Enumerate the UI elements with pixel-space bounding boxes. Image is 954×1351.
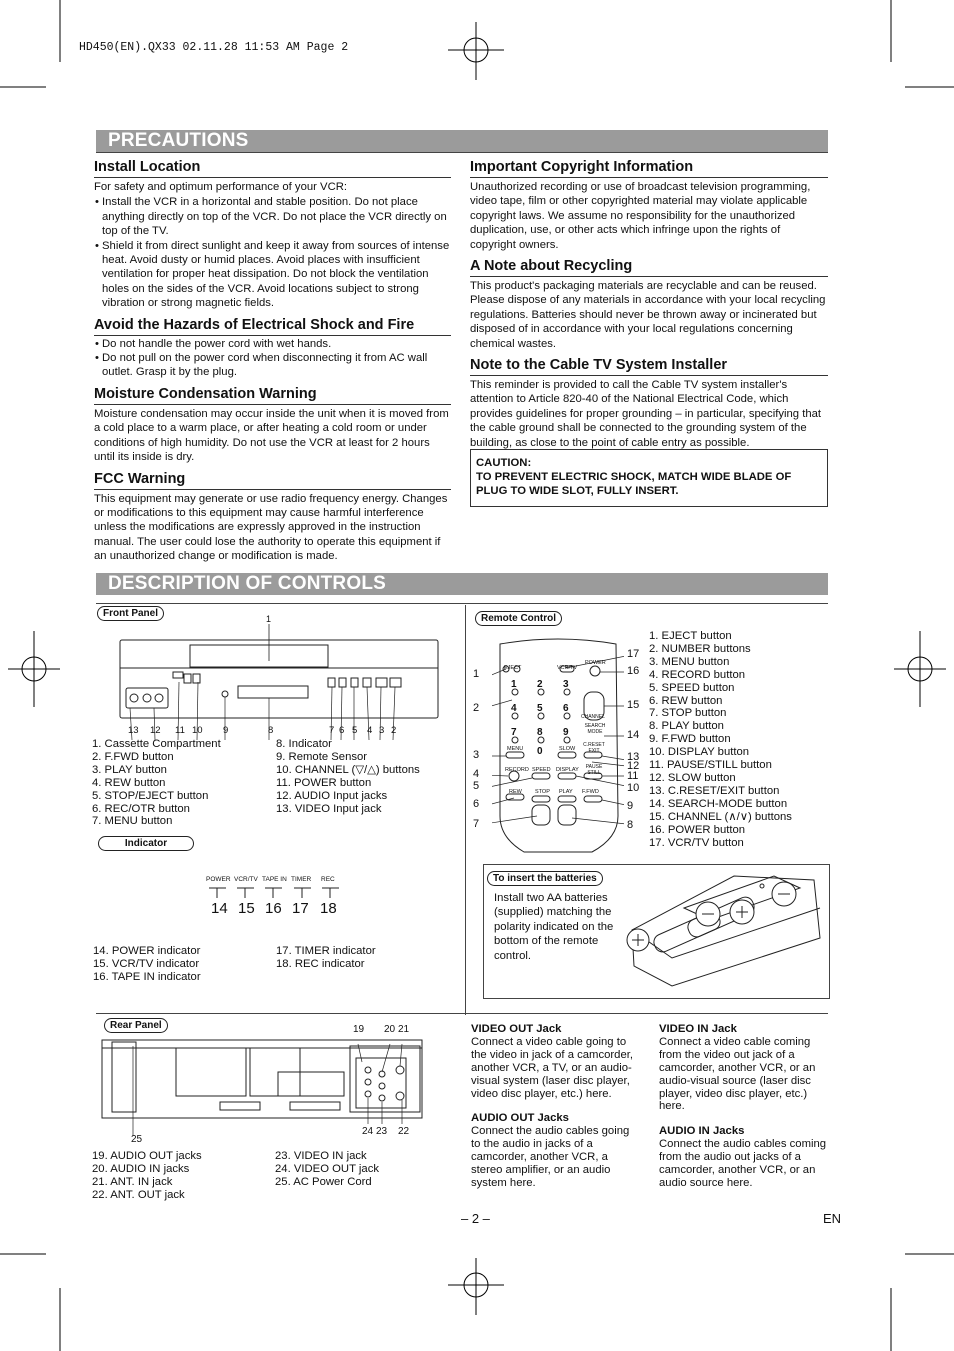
list-item: 9. F.FWD button — [649, 733, 731, 746]
list-item: 8. Indicator — [276, 738, 332, 750]
list-item: 10. CHANNEL (▽/△) buttons — [276, 763, 420, 776]
indicator-number: 14 — [211, 900, 228, 917]
remote-control-label: Remote Control — [475, 611, 562, 626]
video-in-description — [659, 1023, 829, 1113]
callout-label: 12 — [627, 760, 640, 772]
remote-digit: 2 — [537, 679, 543, 690]
list-item: 20. AUDIO IN jacks — [92, 1162, 190, 1175]
video-out-text: Connect a video cable going to the video in jack of a camcorder, another VCR, a TV, or an audio-visual system (laser disc player, video disc player, etc.) here. — [471, 1035, 634, 1100]
callout-label: 14 — [627, 729, 640, 741]
list-item: 23. VIDEO IN jack — [275, 1150, 367, 1162]
callout-label: 22 — [398, 1126, 410, 1137]
remote-key-label: EJECT — [504, 665, 522, 671]
indicator-number: 17 — [292, 900, 309, 917]
shock-bullet-1: • Do not handle the power cord with wet hands. — [94, 337, 451, 351]
remote-digit: 3 — [563, 679, 569, 690]
audio-in-text: Connect the audio cables coming from the audio out jacks of a camcorder, another VCR, or an audio source here. — [659, 1138, 827, 1189]
indicator-number: 16 — [265, 900, 282, 917]
list-item: 2. NUMBER buttons — [649, 642, 751, 655]
callout-label: 4 — [473, 768, 480, 780]
install-location-heading: Install Location — [94, 159, 451, 178]
remote-key-label: SPEED — [532, 767, 551, 773]
list-item: 4. REW button — [92, 776, 166, 789]
cable-heading: Note to the Cable TV System Installer — [470, 357, 828, 376]
remote-digit: 5 — [537, 703, 543, 714]
callout-label: 15 — [627, 699, 640, 711]
precautions-right-column — [470, 159, 828, 456]
list-item: 17. VCR/TV button — [649, 836, 744, 849]
callout-label: 2 — [473, 702, 480, 714]
video-in-title: VIDEO IN Jack — [659, 1023, 737, 1035]
indicator-diagram — [206, 876, 346, 926]
recycling-heading: A Note about Recycling — [470, 258, 828, 277]
remote-digit: 1 — [511, 679, 517, 690]
callout-label: 1 — [266, 614, 272, 624]
callout-label: 19 — [353, 1024, 365, 1035]
caution-text: TO PREVENT ELECTRIC SHOCK, MATCH WIDE BLADE OF PLUG TO WIDE SLOT, FULLY INSERT. — [476, 471, 792, 497]
batteries-label: To insert the batteries — [487, 871, 603, 886]
rear-panel-callouts — [100, 1022, 426, 1146]
list-item: 16. TAPE IN indicator — [93, 970, 201, 983]
caution-title: CAUTION: — [476, 457, 532, 469]
list-item: 14. SEARCH-MODE button — [649, 797, 788, 810]
batteries-text: Install two AA batteries (supplied) matching the polarity indicated on the bottom of the remote control. — [494, 892, 614, 962]
shock-section — [94, 317, 451, 380]
callout-label: 23 — [376, 1126, 388, 1137]
shock-heading: Avoid the Hazards of Electrical Shock and Fire — [94, 317, 451, 336]
remote-key-label: PAUSE STILL — [585, 764, 603, 776]
list-item: 3. MENU button — [649, 655, 730, 668]
remote-key-label: REW — [509, 789, 522, 795]
front-panel-list-right — [276, 738, 420, 815]
audio-out-title: AUDIO OUT Jacks — [471, 1112, 569, 1125]
install-location-section — [94, 159, 451, 311]
indicator-list-left — [93, 945, 201, 984]
jack-descriptions-right — [659, 1023, 829, 1202]
page-number: – 2 – — [461, 1211, 490, 1226]
list-item: 1. EJECT button — [649, 630, 732, 642]
cable-section — [470, 357, 828, 450]
indicator-label: Indicator — [98, 836, 194, 851]
indicator-name: TIMER — [291, 876, 312, 883]
list-item: 19. AUDIO OUT jacks — [92, 1150, 202, 1162]
callout-label: 3 — [379, 725, 385, 736]
caution-box — [470, 449, 828, 507]
callout-label: 24 — [362, 1126, 374, 1137]
front-panel-label: Front Panel — [97, 606, 164, 621]
callout-label: 9 — [627, 800, 634, 812]
remote-key-label: C.RESET EXIT — [583, 742, 605, 754]
indicator-lamps-icon — [206, 885, 346, 899]
indicator-name: VCR/TV — [234, 876, 258, 883]
cable-text: This reminder is provided to call the Cable TV system installer's attention to Article 820-40 of the National Electrical Code, which provides guidelines for proper grounding – in particular, specifying that the cable ground shall be connected to the grounding system of the building, as close to the point of cable entry as possible. — [470, 379, 822, 449]
divider — [465, 605, 466, 1015]
divider — [96, 603, 828, 604]
fcc-text: This equipment may generate or use radio frequency energy. Changes or modifications to this equipment may cause harmful interference unless the modifications are expressly approved in the instruction manual. The user could lose the authority to operate this equipment if an unauthorized change or modification is made. — [94, 492, 448, 563]
remote-digit: 7 — [511, 727, 517, 738]
list-item: 21. ANT. IN jack — [92, 1175, 173, 1188]
callout-label: 1 — [473, 668, 480, 680]
remote-key-label: PLAY — [559, 789, 573, 795]
remote-key-label: RECORD — [505, 767, 529, 773]
front-panel-callouts — [128, 724, 418, 736]
print-slug: HD450(EN).QX33 02.11.28 11:53 AM Page 2 — [79, 41, 349, 54]
rear-panel-label: Rear Panel — [104, 1018, 168, 1033]
callout-label: 8 — [627, 819, 634, 831]
list-item: 6. REC/OTR button — [92, 802, 190, 815]
front-panel-diagram — [118, 612, 442, 740]
remote-key-labels — [492, 638, 624, 860]
remote-digit: 9 — [563, 727, 569, 738]
remote-key-label: SLOW — [559, 746, 576, 752]
remote-digit: 8 — [537, 727, 543, 738]
install-bullet-2: • Shield it from direct sunlight and keep it away from sources of intense heat. Avoid dusty or humid places. Avoid places with insufficient ventilation for proper heat dissipation. Do not block the ventilation holes on the sides of the VCR. Avoid locations subject to strong vibration or strong magnetic fields. — [94, 239, 451, 311]
rear-panel-list-right — [275, 1150, 379, 1189]
list-item: 13. C.RESET/EXIT button — [649, 784, 780, 797]
indicator-name: REC — [321, 876, 335, 883]
callout-label: 7 — [329, 725, 335, 736]
callout-label: 20 — [384, 1024, 396, 1035]
remote-digit: 6 — [563, 703, 569, 714]
remote-digit: 4 — [511, 703, 517, 714]
list-item: 15. CHANNEL (∧/∨) buttons — [649, 810, 792, 823]
callout-label: 17 — [627, 648, 640, 660]
moisture-section — [94, 386, 451, 465]
recycling-text: This product's packaging materials are recyclable and can be reused. Please dispose of any materials in accordance with your local recycling regulations. Batteries should never be thrown away or incinerated but disposed of in accordance with your local regulations concerning chemical wastes. — [470, 280, 826, 350]
controls-title: DESCRIPTION OF CONTROLS — [96, 573, 828, 595]
copyright-text: Unauthorized recording or use of broadcast television programming, video tape, film or other copyrighted material may violate applicable copyright laws. We assume no responsibility for the unauthorized duplication, use, or other acts which infringe upon the rights of copyright owners. — [470, 181, 811, 251]
remote-key-label: POWER — [585, 660, 606, 666]
callout-label: 8 — [268, 725, 274, 736]
callout-label: 10 — [627, 782, 640, 794]
callout-label: 21 — [398, 1024, 410, 1035]
list-item: 16. POWER button — [649, 823, 746, 836]
callout-label: 11 — [627, 770, 639, 782]
audio-out-description — [471, 1112, 641, 1189]
remote-key-label: MENU — [507, 746, 524, 752]
list-item: 17. TIMER indicator — [276, 945, 376, 957]
audio-out-text: Connect the audio cables going to the audio in jacks of a camcorder, another VCR, a stereo amplifier, or an audio system here. — [471, 1125, 630, 1189]
list-item: 12. AUDIO Input jacks — [276, 789, 388, 802]
precautions-title: PRECAUTIONS — [96, 130, 828, 152]
list-item: 5. SPEED button — [649, 681, 735, 694]
callout-label: 9 — [223, 725, 229, 736]
list-item: 4. RECORD button — [649, 668, 746, 681]
list-item: 1. Cassette Compartment — [92, 738, 221, 750]
video-out-title: VIDEO OUT Jack — [471, 1023, 562, 1035]
list-item: 13. VIDEO Input jack — [276, 802, 382, 815]
audio-in-title: AUDIO IN Jacks — [659, 1125, 745, 1138]
callout-label: 4 — [367, 725, 373, 736]
copyright-heading: Important Copyright Information — [470, 159, 828, 178]
list-item: 15. VCR/TV indicator — [93, 957, 200, 970]
callout-label: 11 — [175, 725, 185, 736]
remote-control-list — [649, 630, 792, 849]
remote-key-label: DISPLAY — [556, 767, 579, 773]
list-item: 5. STOP/EJECT button — [92, 789, 209, 802]
list-item: 12. SLOW button — [649, 771, 736, 784]
battery-compartment-icon — [624, 868, 824, 993]
list-item: 8. PLAY button — [649, 720, 724, 733]
list-item: 10. DISPLAY button — [649, 746, 750, 759]
divider — [96, 152, 828, 153]
list-item: 18. REC indicator — [276, 957, 365, 970]
indicator-number: 18 — [320, 900, 337, 917]
video-out-description — [471, 1023, 641, 1100]
list-item: 11. PAUSE/STILL button — [649, 759, 772, 772]
callout-label: 3 — [473, 749, 480, 761]
jack-descriptions-left — [471, 1023, 641, 1202]
list-item: 7. MENU button — [92, 815, 173, 828]
indicator-name: POWER — [206, 876, 231, 883]
shock-bullet-2: • Do not pull on the power cord when disconnecting it from AC wall outlet. Grasp it by the plug. — [94, 351, 451, 380]
remote-key-label: F.FWD — [582, 789, 599, 795]
moisture-text: Moisture condensation may occur inside the unit when it is moved from a cold place to a warm place, or after heating a cold room or under conditions of high humidity. Do not use the VCR at least for 2 hours until its inside is dry. — [94, 407, 449, 464]
callout-label: 7 — [473, 818, 480, 830]
list-item: 3. PLAY button — [92, 763, 167, 776]
callout-label: 2 — [391, 725, 397, 736]
remote-digit: 0 — [537, 746, 543, 757]
list-item: 6. REW button — [649, 694, 723, 707]
precautions-left-column — [94, 159, 451, 570]
callout-label: 13 — [627, 751, 640, 763]
install-location-intro: For safety and optimum performance of your VCR: — [94, 181, 348, 193]
list-item: 7. STOP button — [649, 707, 727, 720]
recycling-section — [470, 258, 828, 351]
indicator-number: 15 — [238, 900, 255, 917]
list-item: 2. F.FWD button — [92, 750, 174, 763]
front-panel-list-left — [92, 738, 221, 828]
callout-label: 16 — [627, 665, 640, 677]
fcc-section — [94, 471, 451, 564]
rear-panel-list-left — [92, 1150, 202, 1202]
list-item: 9. Remote Sensor — [276, 750, 368, 763]
remote-key-label: CHANNEL — [581, 714, 605, 720]
divider — [96, 1013, 828, 1014]
moisture-heading: Moisture Condensation Warning — [94, 386, 451, 405]
video-in-text: Connect a video cable coming from the video out jack of a camcorder, another VCR, or an audio-visual source (laser disc player, video disc player, etc.) here. — [659, 1035, 816, 1113]
install-bullet-1: • Install the VCR in a horizontal and stable position. Do not place anything directly on top of the VCR. Do not place the VCR directly on top of the TV. — [94, 195, 451, 238]
callout-label: 5 — [473, 780, 480, 792]
audio-in-description — [659, 1125, 829, 1190]
remote-key-label: STOP — [535, 789, 550, 795]
remote-key-label: SEARCH MODE — [584, 723, 606, 735]
language-code: EN — [823, 1211, 842, 1226]
list-item: 22. ANT. OUT jack — [92, 1188, 185, 1201]
callout-label: 13 — [128, 725, 139, 736]
callout-label: 6 — [473, 798, 480, 810]
indicator-name: TAPE IN — [262, 876, 287, 883]
fcc-heading: FCC Warning — [94, 471, 451, 490]
indicator-list-right — [276, 945, 376, 971]
callout-label: 6 — [339, 725, 345, 736]
list-item: 14. POWER indicator — [93, 945, 201, 957]
callout-label: 25 — [131, 1134, 143, 1145]
remote-key-label: VCR/TV — [557, 665, 578, 671]
list-item: 24. VIDEO OUT jack — [275, 1162, 380, 1175]
callout-label: 5 — [352, 725, 358, 736]
copyright-section — [470, 159, 828, 252]
list-item: 25. AC Power Cord — [275, 1175, 372, 1188]
callout-label: 12 — [150, 725, 161, 736]
callout-label: 10 — [192, 725, 203, 736]
list-item: 11. POWER button — [276, 776, 372, 789]
